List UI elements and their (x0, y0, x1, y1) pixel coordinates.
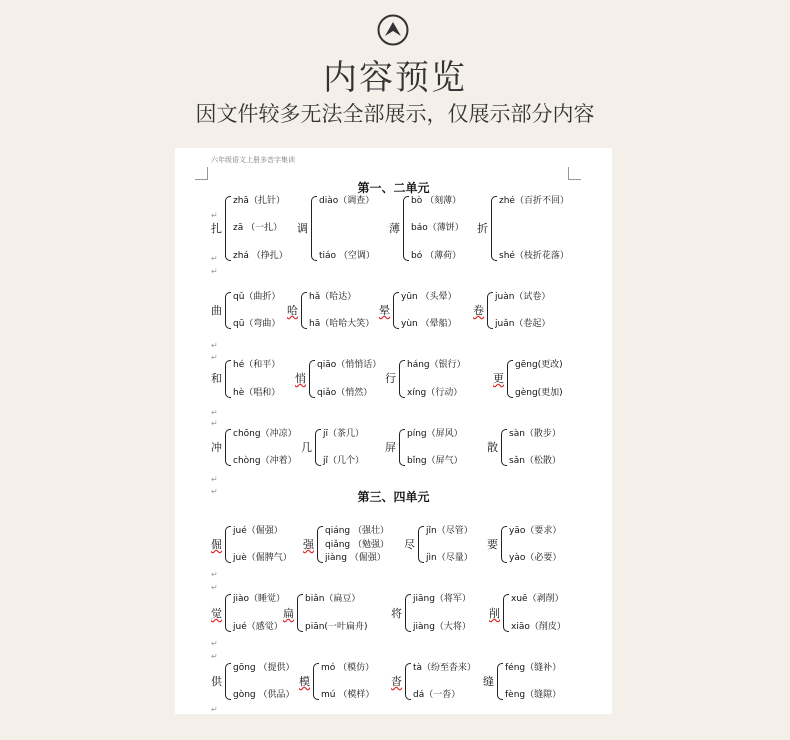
polyphone-char: 要 (487, 538, 498, 551)
reading-item: gèng(更加) (515, 388, 563, 398)
reading-item: gōng （提供） (233, 663, 295, 673)
polyphone-char: 屏 (385, 441, 396, 454)
reading-item: píng（屏风） (407, 429, 463, 439)
paragraph-mark-icon: ↵ (211, 639, 218, 648)
paragraph-mark-icon: ↵ (211, 353, 218, 362)
reading-brace (399, 360, 405, 398)
polyphone-char: 曲 (211, 304, 222, 317)
reading-item: qiāo（悄悄话） (317, 360, 382, 370)
polyphone-char: 供 (211, 675, 222, 688)
reading-brace (507, 360, 513, 398)
reading-item: hè（唱和） (233, 388, 281, 398)
reading-item: chòng（冲着） (233, 456, 297, 466)
reading-item: hā（哈哈大笑） (309, 319, 375, 329)
reading-item: qiǎng （勉强） (325, 540, 390, 550)
polyphone-char: 削 (489, 607, 500, 620)
reading-item: jiàng （倔强） (325, 553, 386, 563)
reading-item: juè（倔脾气） (233, 553, 292, 563)
polyphone-char: 缝 (483, 675, 494, 688)
reading-item: chōng（冲凉） (233, 429, 297, 439)
reading-brace (225, 594, 231, 632)
paragraph-mark-icon: ↵ (211, 652, 218, 661)
reading-item: jìn（尽量） (426, 553, 473, 563)
reading-item: hǎ（哈达） (309, 292, 357, 302)
reading-item: jī（茶几） (323, 429, 365, 439)
reading-item: féng（缝补） (505, 663, 562, 673)
reading-item: bó （薄荷） (411, 251, 462, 261)
polyphone-char: 尽 (404, 538, 415, 551)
reading-item: zhā（扎针） (233, 196, 285, 206)
polyphone-char: 模 (299, 675, 310, 688)
reading-item: gòng （供品） (233, 690, 295, 700)
reading-brace (311, 196, 317, 261)
polyphone-char: 调 (297, 222, 308, 235)
paragraph-mark-icon: ↵ (211, 267, 218, 276)
reading-brace (313, 663, 319, 700)
polyphone-char: 悄 (295, 372, 306, 385)
reading-brace (297, 594, 303, 632)
paragraph-mark-icon: ↵ (211, 487, 218, 496)
reading-brace (403, 196, 409, 261)
reading-brace (393, 292, 399, 329)
reading-item: piān(一叶扁舟) (305, 622, 368, 632)
section-title: 第一、二单元 (357, 181, 430, 195)
reading-brace (301, 292, 307, 329)
reading-brace (225, 429, 231, 466)
reading-item: yùn （晕船） (401, 319, 457, 329)
reading-item: jué（感觉） (233, 622, 283, 632)
polyphone-char: 觉 (211, 607, 222, 620)
polyphone-char: 扎 (211, 222, 222, 235)
paragraph-mark-icon: ↵ (211, 408, 218, 417)
reading-item: yāo（要求） (509, 526, 562, 536)
paragraph-mark-icon: ↵ (211, 254, 218, 263)
polyphone-char: 将 (391, 607, 402, 620)
reading-item: tà（纷至沓来） (413, 663, 477, 673)
reading-item: zhá （挣扎） (233, 251, 288, 261)
reading-brace (487, 292, 493, 329)
reading-brace (418, 526, 424, 563)
reading-item: qiǎo（悄然） (317, 388, 373, 398)
polyphone-char: 更 (493, 372, 504, 385)
polyphone-char: 强 (303, 538, 314, 551)
reading-item: biǎn（扁豆） (305, 594, 361, 604)
reading-item: zā （一扎） (233, 223, 283, 233)
polyphone-char: 倔 (211, 538, 222, 551)
section-title: 第三、四单元 (357, 490, 430, 504)
reading-brace (225, 663, 231, 700)
reading-item: sàn（散步） (509, 429, 561, 439)
reading-item: xuē（剥削） (511, 594, 564, 604)
page-subtitle: 因文件较多无法全部展示，仅展示部分内容 (195, 102, 595, 126)
reading-item: tiáo （空调） (319, 251, 375, 261)
paragraph-mark-icon: ↵ (211, 583, 218, 592)
reading-item: fèng（缝隙） (505, 690, 562, 700)
polyphone-char: 冲 (211, 441, 222, 454)
document-header: 六年级语文上册多音字集训 (211, 156, 295, 164)
polyphone-char: 折 (477, 222, 488, 235)
reading-brace (225, 360, 231, 398)
reading-item: xiāo（削皮） (511, 622, 566, 632)
reading-item: bǐng（屏气） (407, 456, 463, 466)
reading-item: sǎn（松散） (509, 456, 561, 466)
reading-brace (225, 292, 231, 329)
reading-item: qū（弯曲） (233, 319, 281, 329)
reading-item: bò （刻薄） (411, 196, 462, 206)
reading-brace (405, 663, 411, 700)
polyphone-char: 哈 (287, 304, 298, 317)
reading-item: hé（和平） (233, 360, 281, 370)
paragraph-mark-icon: ↵ (211, 419, 218, 428)
reading-item: xíng（行动） (407, 388, 463, 398)
reading-item: jǐn（尽管） (426, 526, 473, 536)
reading-item: shé（枝折花落） (499, 251, 569, 261)
reading-item: jiào（睡觉） (233, 594, 286, 604)
reading-brace (399, 429, 405, 466)
reading-brace (405, 594, 411, 632)
reading-brace (317, 526, 323, 563)
reading-item: mó （模仿） (321, 663, 375, 673)
polyphone-char: 晕 (379, 304, 390, 317)
polyphone-char: 和 (211, 372, 222, 385)
reading-brace (225, 526, 231, 563)
reading-item: jué（倔强） (233, 526, 283, 536)
reading-brace (225, 196, 231, 261)
reading-item: yūn （头晕） (401, 292, 457, 302)
reading-brace (309, 360, 315, 398)
reading-item: jǐ（几个） (323, 456, 365, 466)
polyphone-char: 卷 (473, 304, 484, 317)
reading-item: gēng(更改) (515, 360, 563, 370)
reading-brace (501, 526, 507, 563)
paragraph-mark-icon: ↵ (211, 705, 218, 714)
reading-item: qǔ（曲折） (233, 292, 281, 302)
document-preview (175, 148, 612, 714)
paragraph-mark-icon: ↵ (211, 341, 218, 350)
reading-brace (497, 663, 503, 700)
reading-brace (315, 429, 321, 466)
reading-item: jiàng（大将） (413, 622, 471, 632)
polyphone-char: 薄 (389, 222, 400, 235)
page-title: 内容预览 (323, 58, 467, 98)
reading-brace (503, 594, 509, 632)
reading-item: juǎn（卷起） (495, 319, 551, 329)
reading-brace (501, 429, 507, 466)
logo-chevron-icon (377, 14, 409, 46)
polyphone-char: 行 (385, 372, 396, 385)
polyphone-char: 散 (487, 441, 498, 454)
reading-item: yào（必要） (509, 553, 562, 563)
reading-item: jiāng（将军） (413, 594, 471, 604)
reading-item: dá（一沓） (413, 690, 461, 700)
reading-brace (491, 196, 497, 261)
paragraph-mark-icon: ↵ (211, 475, 218, 484)
polyphone-char: 扁 (283, 607, 294, 620)
paragraph-mark-icon: ↵ (211, 211, 218, 220)
reading-item: mú （模样） (321, 690, 375, 700)
reading-item: qiáng （强壮） (325, 526, 390, 536)
reading-item: diào（调查） (319, 196, 375, 206)
reading-item: juàn（试卷） (495, 292, 551, 302)
reading-item: háng（银行） (407, 360, 466, 370)
polyphone-char: 几 (301, 441, 312, 454)
reading-item: zhé（百折不回） (499, 196, 569, 206)
reading-item: báo（薄饼） (411, 223, 464, 233)
polyphone-char: 沓 (391, 675, 402, 688)
paragraph-mark-icon: ↵ (211, 570, 218, 579)
